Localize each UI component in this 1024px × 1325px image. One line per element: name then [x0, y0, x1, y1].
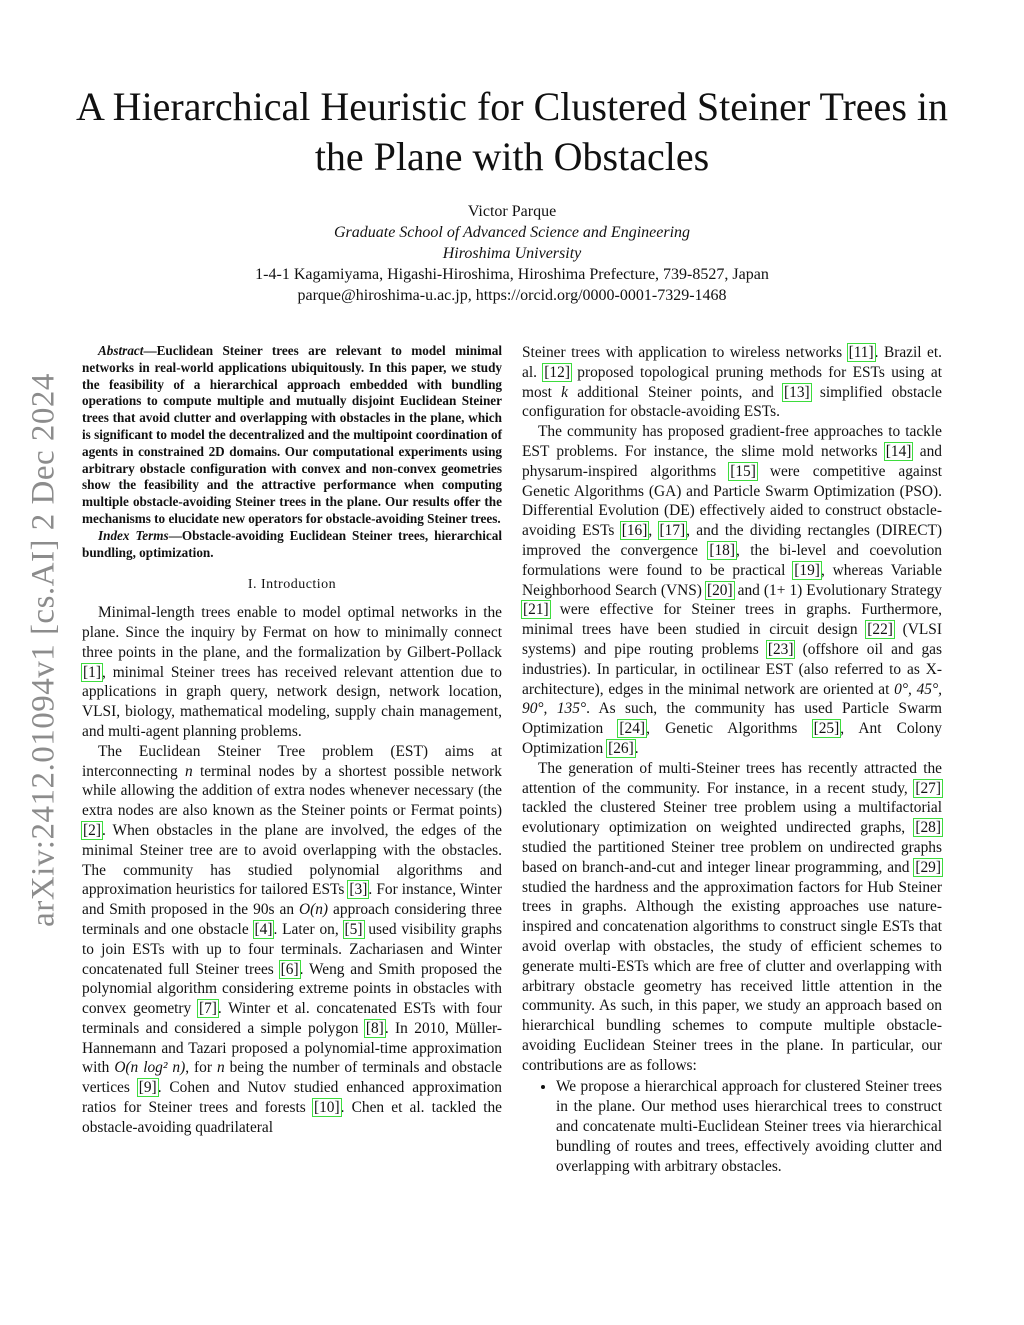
citation-link[interactable]: [22] [867, 621, 893, 639]
citation-link[interactable]: [18] [709, 541, 736, 559]
citation-link[interactable]: [24] [619, 720, 646, 738]
intro-paragraph-1 [82, 603, 502, 742]
citation-link[interactable]: [23] [767, 640, 794, 658]
math-symbol: n [216, 1059, 225, 1077]
text-run: proposed topological pruning methods for ESTs using at most [522, 363, 942, 401]
intro-paragraph-2 [82, 742, 502, 1138]
arxiv-identifier [14, 370, 74, 930]
section-heading-introduction: I. Introduction [247, 577, 337, 593]
citation-link[interactable]: [27] [915, 779, 941, 797]
index-terms-text: —Obstacle-avoiding Euclidean Steiner trees, hierarchical bundling, optimization. [82, 527, 502, 560]
text-run: . [634, 739, 639, 757]
author-university: Hiroshima University [442, 245, 582, 262]
contribution-item: • We propose a hierarchical approach for clustered Steiner trees in the plane. Our method uses hierarchical trees to construct and concatenate multi-Euclidean Steiner trees via hierarchical bundling of routes and trees, effectively avoiding clutter and overlapping with arbitrary obstacles. [556, 1077, 942, 1176]
arxiv-id-text: arXiv:2412.01094v1 [cs.AI] 2 Dec 2024 [25, 373, 62, 927]
text-run: Minimal-length trees enable to model optimal networks in the plane. Since the inquiry by Fermat on how to minimally connect three points in the plane, and the formalization by Gilbert-Pollack [82, 604, 502, 661]
citation-link[interactable]: [17] [659, 522, 686, 540]
text-run: . Later on, [273, 920, 344, 938]
contributions-list [522, 1077, 942, 1176]
intro-paragraph-4 [522, 422, 942, 759]
text-run: The generation of multi-Steiner trees has recently attracted the attention of the community. For instance, in a recent study, [522, 759, 942, 797]
text-run: . As such, the community has used Particle Swarm Optimization [522, 700, 943, 738]
abstract [82, 343, 502, 528]
text-run: and (1+ 1) Evolutionary Strategy [733, 581, 942, 599]
author-block [120, 201, 904, 306]
text-run: . In 2010, Müller-Hannemann and Tazari proposed a polynomial-time approximation with [82, 1019, 502, 1077]
citation-link[interactable]: [29] [915, 858, 941, 876]
text-run: . When obstacles in the plane are involved, the edges of the minimal Steiner tree are to avoid overlapping with the obstacles. The community has studied polynomial algorithms and approximation heuristics for tailored ESTs [82, 821, 502, 899]
citation-link[interactable]: [21] [523, 601, 549, 619]
math-expression: O(n) [299, 901, 329, 919]
text-run: additional Steiner points, and [568, 383, 784, 401]
text-run: . Cohen and Nutov studied enhanced approximation ratios for Steiner trees and forests [82, 1079, 502, 1117]
citation-link[interactable]: [3] [349, 881, 368, 899]
citation-link[interactable]: [11] [848, 344, 874, 361]
text-run: Steiner trees with application to wireless networks [522, 344, 848, 361]
text-run: The community has proposed gradient-free approaches to tackle EST problems. For instance, the slime mold networks [522, 423, 942, 460]
text-run: , Ant Colony Optimization [522, 720, 943, 757]
author-address: 1-4-1 Kagamiyama, Higashi-Hiroshima, Hiroshima Prefecture, 739-8527, Japan [255, 266, 769, 283]
text-run: , and the dividing rectangles (DIRECT) improved the convergence [522, 522, 942, 559]
citation-link[interactable]: [25] [813, 720, 840, 738]
citation-link[interactable]: [28] [915, 819, 941, 837]
text-run: (offshore oil and gas industries). In particular, in octilinear EST (also referred to as X-architecture), edges in the minimal network are oriented at [522, 640, 942, 698]
text-run: used visibility graphs to join ESTs with up to four terminals. Zachariasen and Winter concatenated full Steiner trees [82, 920, 502, 978]
citation-link[interactable]: [19] [794, 561, 820, 579]
citation-link[interactable]: [16] [621, 522, 648, 540]
text-run: , the bi-level and coevolution formulations were found to be practical [522, 541, 942, 579]
text-run: . For instance, Winter and Smith proposed in the 90s an [82, 881, 502, 919]
citation-link[interactable]: [5] [344, 920, 363, 938]
math-symbol: n [185, 762, 193, 780]
citation-link[interactable]: [9] [138, 1079, 157, 1097]
text-run: . Brazil et. al. [522, 344, 943, 381]
text-run: studied the partitioned Steiner tree problem on undirected graphs based on branch-and-cut and integer linear programming, and [522, 838, 942, 876]
text-run: . Weng and Smith proposed the polynomial algorithm considering extreme points in obstacles with convex geometry [82, 960, 502, 1018]
text-run: simplified obstacle configuration for obstacle-avoiding ESTs. [522, 383, 942, 421]
text-run: studied the hardness and the approximation factors for Hub Steiner trees in graphs. Although the existing approaches use nature-inspired and concatenation algorithms to construct single ESTs that avoid overlap with obstacles, the study of efficient schemes to generate multi-ESTs which are free of clutter and overlapping with arbitrary obstacle geometry has received little attention in the community. As such, in this paper, we study an approach based on hierarchical bundling schemes to compute multiple obstacle-avoiding Euclidean Steiner trees in the plane. In particular, our contributions are as follows: [522, 878, 942, 1074]
text-run: were effective for Steiner trees in graphs. Furthermore, minimal trees have been studied in circuit design [522, 601, 942, 639]
intro-paragraph-3 [522, 343, 942, 422]
citation-link[interactable]: [6] [280, 960, 299, 978]
citation-link[interactable]: [4] [254, 920, 273, 938]
text-run: terminal nodes by a shortest possible network while allowing the addition of extra nodes whenever necessary (the extra nodes are also known as the Steiner points or Fermat points) [82, 762, 502, 820]
text-run: tackled the clustered Steiner tree problem using a multifactorial evolutionary optimization on weighted undirected graphs, [522, 799, 942, 837]
citation-link[interactable]: [13] [784, 383, 810, 401]
text-run: , whereas Variable Neighborhood Search (VNS) [522, 561, 942, 599]
text-run: . Chen et al. tackled the obstacle-avoiding quadrilateral [82, 1099, 502, 1136]
citation-link[interactable]: [7] [198, 1000, 217, 1018]
text-run: , for [185, 1059, 217, 1077]
index-terms-label: Index Terms [98, 527, 169, 543]
citation-link[interactable]: [1] [83, 663, 101, 681]
citation-link[interactable]: [12] [544, 363, 570, 381]
paper-title: A Hierarchical Heuristic for Clustered Steiner Trees in the Plane with Obstacles [76, 84, 948, 179]
right-column [522, 343, 942, 1176]
index-terms [82, 528, 502, 562]
math-symbol: k [561, 383, 569, 401]
text-run: , Genetic Algorithms [646, 720, 813, 738]
author-contact: parque@hiroshima-u.ac.jp, https://orcid.org/0000-0001-7329-1468 [297, 287, 727, 304]
citation-link[interactable]: [26] [608, 739, 634, 757]
text-run: were competitive against Genetic Algorithms (GA) and Particle Swarm Optimization (PSO). Differential Evolution (DE) effectively aided to construct obstacle-avoiding ESTs [522, 462, 942, 540]
citation-link[interactable]: [20] [706, 581, 733, 599]
abstract-label: Abstract [98, 343, 144, 358]
text-run: The Euclidean Steiner Tree problem (EST) aims at interconnecting [82, 742, 502, 780]
math-expression: 0°, 45°, 90°, 135° [522, 680, 942, 718]
citation-link[interactable]: [8] [365, 1019, 384, 1037]
abstract-text: —Euclidean Steiner trees are relevant to model minimal networks in real-world applications ubiquitously. In this paper, we study the feasibility of a hierarchical approach embedded with bundling operations to compute multiple and mutually disjoint Euclidean Steiner trees that avoid clutter and overlapping with obstacles in the plane, which is significant to model the decentralized and the multipoint coordination of agents in constrained 2D domains. Our computational experiments using arbitrary obstacle configuration with convex and non-convex geometries show the feasibility and the attractive performance when computing multiple obstacle-avoiding Steiner trees in the plane. Our results offer the mechanisms to elucidate new operators for obstacle-avoiding Steiner trees. [82, 343, 502, 526]
left-column [82, 343, 502, 1138]
text-run: and physarum-inspired algorithms [522, 442, 942, 480]
text-run: approach considering three terminals and one obstacle [82, 901, 502, 938]
citation-link[interactable]: [10] [313, 1099, 340, 1117]
author-name: Victor Parque [467, 203, 557, 220]
math-expression: O(n log² n) [114, 1059, 186, 1077]
text-run: being the number of terminals and obstacle vertices [82, 1059, 502, 1097]
citation-link[interactable]: [14] [885, 442, 912, 460]
text-run: , minimal Steiner trees has received relevant attention due to applications in graph query, network design, network location, VLSI, biology, mathematical modeling, supply chain management, and multi-agent planning problems. [82, 663, 502, 740]
text-run: . Winter et al. concatenated ESTs with four terminals and considered a simple polygon [82, 1000, 503, 1037]
text-run: , [648, 522, 659, 540]
citation-link[interactable]: [2] [83, 821, 101, 839]
author-department: Graduate School of Advanced Science and Engineering [333, 224, 691, 241]
text-run: (VLSI systems) and pipe routing problems [522, 621, 942, 658]
citation-link[interactable]: [15] [730, 462, 756, 480]
intro-paragraph-5 [522, 759, 942, 1076]
